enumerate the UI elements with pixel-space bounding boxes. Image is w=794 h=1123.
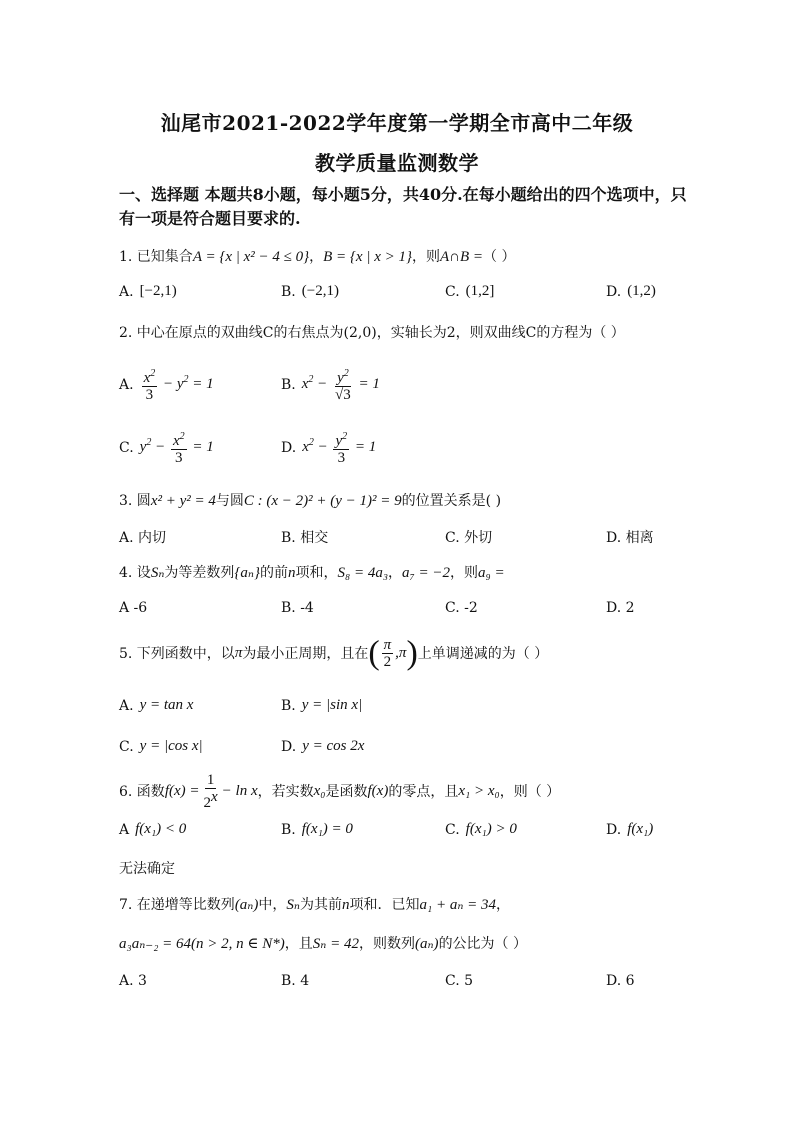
q1-pre: 1. 已知集合: [119, 249, 193, 265]
q2-options-row1: [119, 366, 699, 406]
q3-option-c[interactable]: C. 外切: [445, 530, 493, 546]
q3-option-d[interactable]: D. 相离: [606, 530, 654, 546]
q6-option-a[interactable]: A f(x₁) < 0: [119, 821, 187, 838]
exam-title-line1: 汕尾市2021-2022学年度第一学期全市高中二年级: [160, 111, 634, 135]
q3-options: [119, 527, 699, 567]
q1-option-d[interactable]: D. (1,2): [606, 283, 656, 300]
q2-option-b[interactable]: B. $x^2$ − $\frac{y^2}{√3}$ = 1: [281, 368, 380, 403]
q6-options: [119, 821, 699, 861]
question-2: 2. 中心在原点的双曲线C的右焦点为(2,0)，实轴长为2，则双曲线C的方程为（ ）: [119, 325, 625, 341]
q5-option-c[interactable]: C. y = |cos x|: [119, 738, 203, 755]
q6-option-c[interactable]: C. f(x₁) > 0: [445, 821, 517, 838]
q1-set-b: B = {x | x > 1}: [323, 249, 412, 265]
exam-title-line2: 教学质量监测数学: [315, 151, 479, 175]
question-4: 4. 设Sₙ为等差数列{aₙ}的前n项和，S₈ = 4a₃，a₇ = −2，则a₉ =: [119, 565, 505, 581]
q3-option-b[interactable]: B. 相交: [281, 530, 329, 546]
q1-option-a[interactable]: A. [−2,1): [119, 283, 177, 300]
q6-fraction: $\frac{1}{2^x}$: [203, 771, 218, 811]
question-6: 6. 函数 f(x) = $\frac{1}{2^x}$ − ln x ，若实数 x₀ 是函数 f(x) 的零点，且 x₁ > x₀ ，则（ ）: [119, 771, 561, 811]
q1-end: （ ）: [483, 249, 516, 265]
q4-option-a[interactable]: A -6: [119, 600, 148, 616]
q5-interval: ( $\frac{\pi}{2}$ ,π): [368, 634, 418, 671]
q6-option-d[interactable]: D. f(x₁): [606, 821, 654, 838]
q2-option-c[interactable]: C. $y^2$ − $\frac{x^2}{3}$ = 1: [119, 431, 214, 466]
q7-option-d[interactable]: D. 6: [606, 973, 635, 989]
q2-options-row2: [119, 429, 699, 469]
q5-option-d[interactable]: D. y = cos 2x: [281, 738, 365, 755]
q5-option-b[interactable]: B. y = |sin x|: [281, 697, 363, 714]
q5-option-a[interactable]: A. y = tan x: [119, 697, 194, 714]
q3-circle-1: x² + y² = 4: [150, 493, 216, 509]
question-1: 1. 已知集合A = {x | x² − 4 ≤ 0}，B = {x | x > 1}，则A∩B =（ ）: [119, 249, 516, 265]
q3-circle-2: C : (x − 2)² + (y − 1)² = 9: [243, 493, 402, 509]
q1-set-a: A = {x | x² − 4 ≤ 0}: [192, 249, 310, 265]
question-5: 5. 下列函数中，以 π 为最小正周期，且在 ( $\frac{\pi}{2}$ ,π) 上单调递减的为（ ）: [119, 634, 549, 671]
q5-options-row1: [119, 697, 699, 737]
q1-option-b[interactable]: B. (−2,1): [281, 283, 339, 300]
section-header-choice: 一、选择题 本题共8小题，每小题5分，共40分.在每小题给出的四个选项中，只有一项是符合题目要求的.: [119, 185, 687, 228]
q1-options: [119, 283, 699, 323]
q7-option-b[interactable]: B. 4: [281, 973, 310, 989]
q2-option-d[interactable]: D. $x^2$ − $\frac{y^2}{3}$ = 1: [281, 431, 377, 466]
q6-option-d-continued: 无法确定: [119, 861, 175, 877]
question-3: 3. 圆x² + y² = 4与圆C : (x − 2)² + (y − 1)² = 9的位置关系是( ): [119, 493, 502, 509]
question-7-line1: 7. 在递增等比数列(aₙ)中，Sₙ为其前n项和．已知a₁ + aₙ = 34，: [119, 897, 511, 913]
q6-option-b[interactable]: B. f(x₁) = 0: [281, 821, 353, 838]
question-7-line2: a₃aₙ₋₂ = 64(n > 2, n ∈ N*)，且Sₙ = 42，则数列(aₙ)的公比为（ ）: [119, 936, 528, 952]
q1-mid: ，则: [411, 249, 440, 265]
q1-expr: A∩B =: [439, 249, 483, 265]
q4-option-d[interactable]: D. 2: [606, 600, 635, 616]
q4-option-b[interactable]: B. -4: [281, 600, 314, 616]
q2-option-a[interactable]: A. $\frac{x^2}{3}$ − $y^2 = 1$: [119, 368, 214, 403]
q7-option-a[interactable]: A. 3: [119, 973, 147, 989]
q3-option-a[interactable]: A. 内切: [119, 530, 167, 546]
q7-options: [119, 973, 699, 1013]
q4-option-c[interactable]: C. -2: [445, 600, 478, 616]
q7-option-c[interactable]: C. 5: [445, 973, 474, 989]
q1-option-c[interactable]: C. (1,2]: [445, 283, 495, 300]
